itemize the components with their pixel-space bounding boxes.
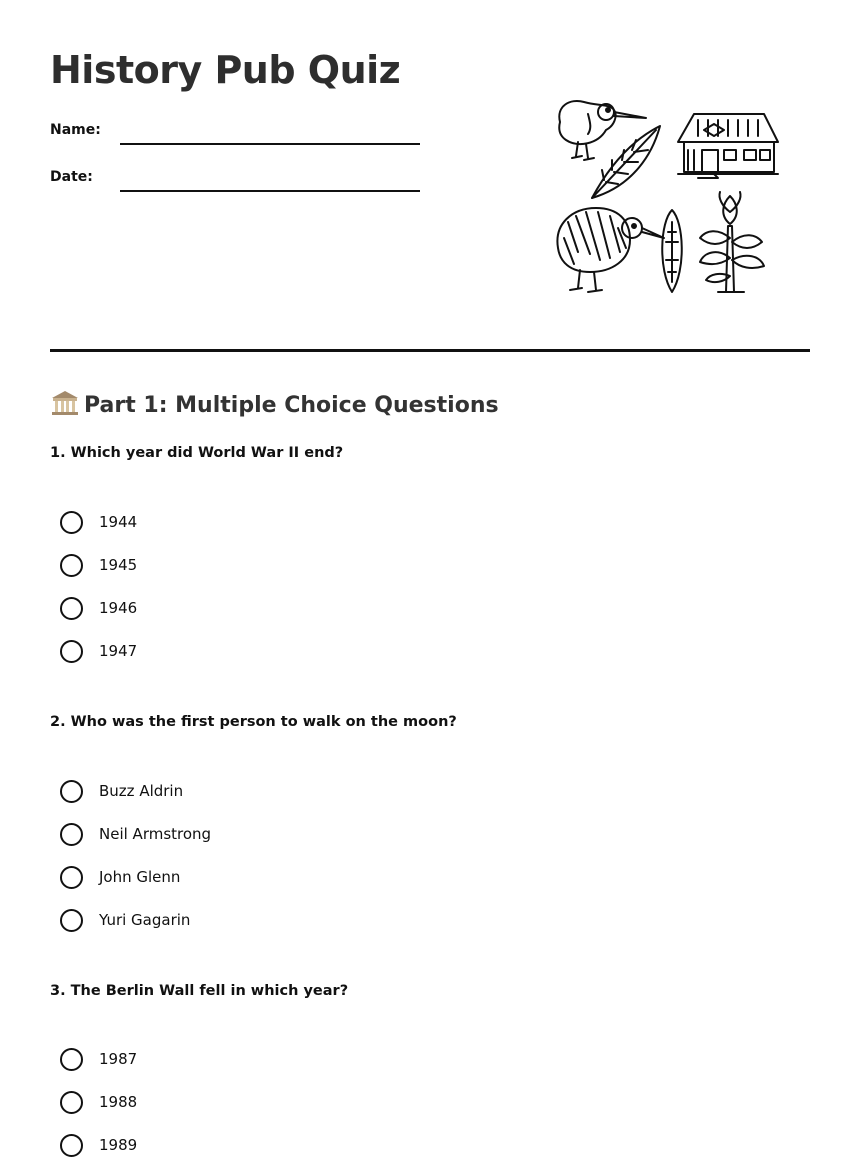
option-q1-d[interactable]: [60, 639, 137, 663]
option-label: John Glenn: [99, 868, 181, 886]
radio-button[interactable]: [60, 640, 83, 663]
radio-button[interactable]: [60, 780, 83, 803]
radio-button[interactable]: [60, 1134, 83, 1157]
option-q3-a[interactable]: [60, 1047, 137, 1071]
option-q2-c[interactable]: [60, 865, 180, 889]
option-label: 1946: [99, 599, 138, 617]
classical-building-icon: [50, 389, 80, 417]
radio-button[interactable]: [60, 909, 83, 932]
section-title-text: Part 1: Multiple Choice Questions: [84, 393, 499, 418]
kiwi-bird-icon: [559, 101, 646, 160]
option-q1-a[interactable]: [60, 510, 137, 534]
option-label: Neil Armstrong: [99, 825, 212, 843]
option-q2-a[interactable]: [60, 779, 183, 803]
name-field[interactable]: [120, 143, 420, 145]
fern-leaf-icon: [592, 126, 660, 198]
option-q2-d[interactable]: [60, 908, 190, 932]
radio-button[interactable]: [60, 1091, 83, 1114]
option-q3-c[interactable]: [60, 1133, 137, 1157]
name-label: Name:: [50, 122, 101, 138]
radio-button[interactable]: [60, 597, 83, 620]
page-title: History Pub Quiz: [50, 48, 401, 92]
kiwi-bird-icon: [557, 208, 664, 292]
option-label: 1947: [99, 642, 138, 660]
shield-icon: [662, 210, 682, 292]
option-q1-c[interactable]: [60, 596, 137, 620]
option-label: 1987: [99, 1050, 138, 1068]
option-q2-b[interactable]: [60, 822, 211, 846]
section-title: [50, 389, 499, 418]
radio-button[interactable]: [60, 866, 83, 889]
date-field[interactable]: [120, 190, 420, 192]
radio-button[interactable]: [60, 554, 83, 577]
option-label: Buzz Aldrin: [99, 782, 184, 800]
date-label: Date:: [50, 169, 93, 185]
option-label: 1988: [99, 1093, 138, 1111]
question-2: 2. Who was the first person to walk on the moon?: [50, 714, 457, 730]
option-label: 1945: [99, 556, 138, 574]
option-label: 1989: [99, 1136, 138, 1154]
radio-button[interactable]: [60, 1048, 83, 1071]
clipart-illustration: [548, 92, 788, 304]
option-label: 1944: [99, 513, 138, 531]
radio-button[interactable]: [60, 823, 83, 846]
option-q1-b[interactable]: [60, 553, 137, 577]
house-icon: [678, 114, 778, 178]
option-label: Yuri Gagarin: [99, 911, 191, 929]
option-q3-b[interactable]: [60, 1090, 137, 1114]
question-1: 1. Which year did World War II end?: [50, 445, 344, 461]
section-divider: [50, 349, 810, 352]
question-3: 3. The Berlin Wall fell in which year?: [50, 983, 349, 999]
flower-plant-icon: [700, 192, 764, 292]
radio-button[interactable]: [60, 511, 83, 534]
